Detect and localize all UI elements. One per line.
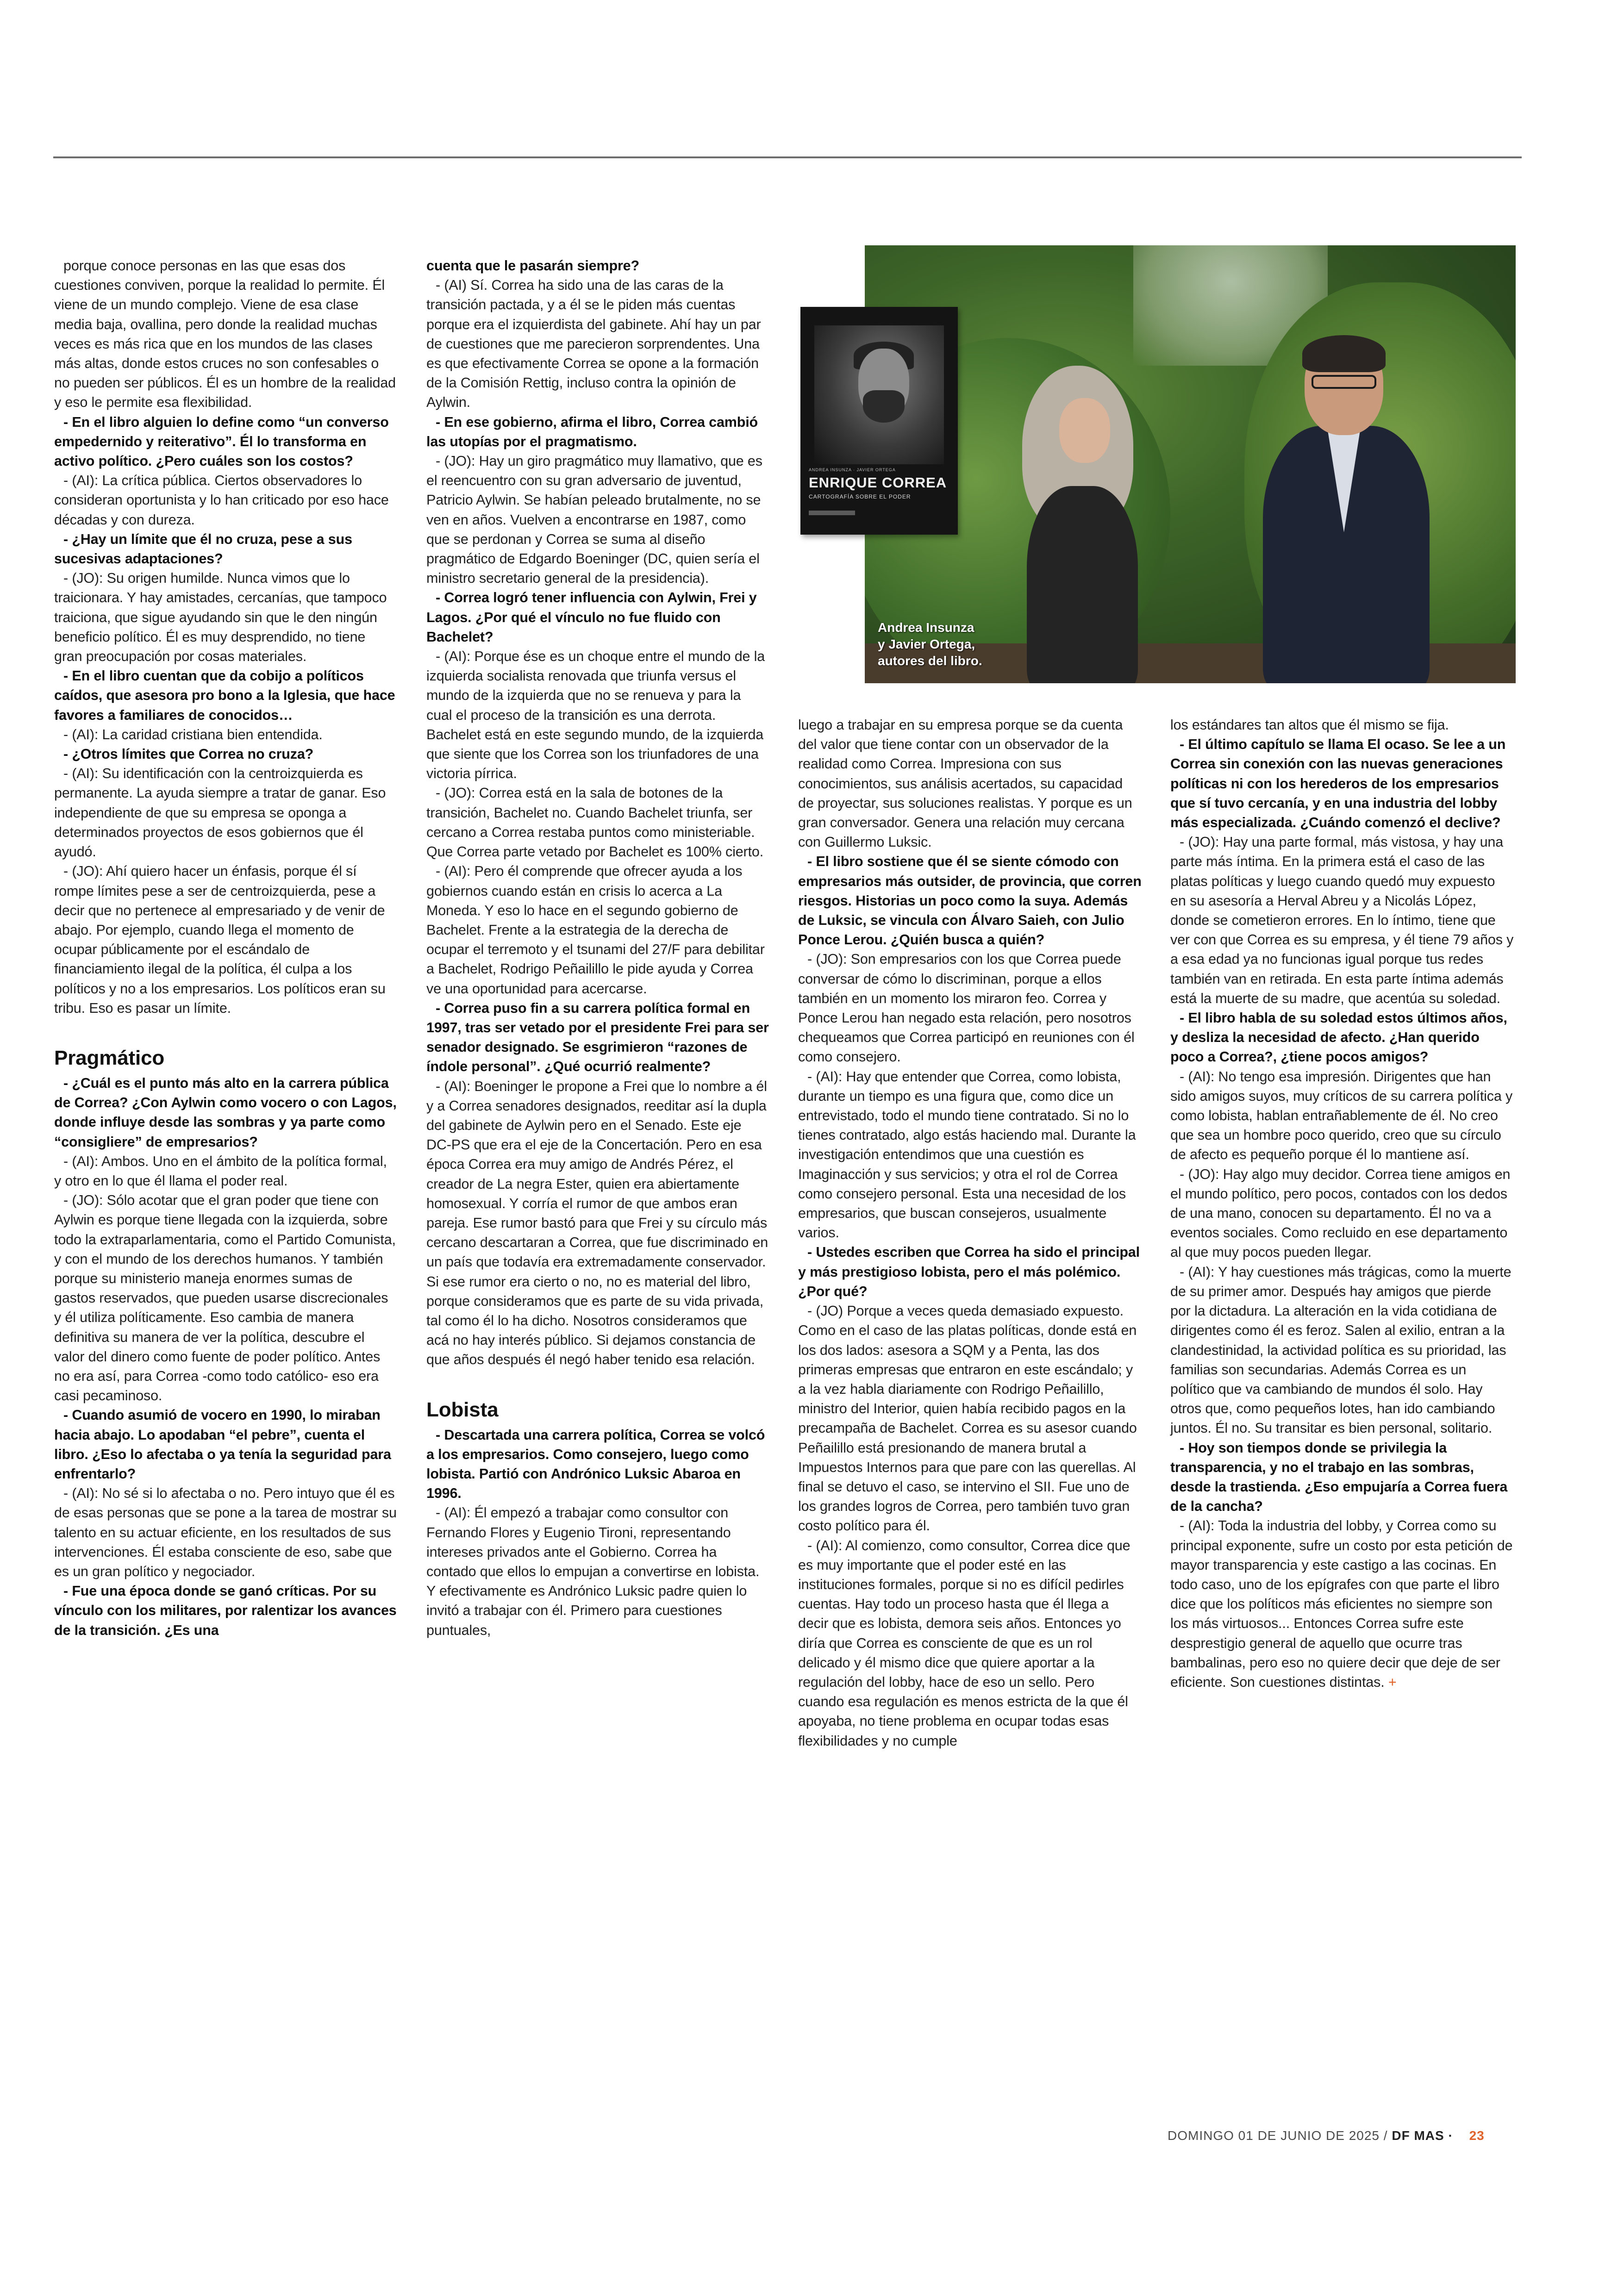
interview-paragraph: - (AI): Toda la industria del lobby, y Correa como su principal exponente, sufre un costo por esta petición de mayor transparencia y este castigo a las cocinas. En todo caso, uno de los epígrafes con que parte el libro dice que los políticos más eficientes no siempre son los más virtuosos... Entonces Correa sufre este desprestigio general de aquello que ocurre tras bambalinas, pero eso no quiere decir que deje de ser eficiente. Son cuestiones distintas. + xyxy=(1170,1518,1513,1690)
interview-question: - Cuando asumió de vocero en 1990, lo miraban hacia abajo. Lo apodaban “el pebre”, cuenta el libro. ¿Eso lo afectaba o ya tenía la seguridad para enfrentarlo? xyxy=(54,1407,391,1482)
interview-paragraph: - (AI): Al comienzo, como consultor, Correa dice que es muy importante que el poder esté en las instituciones formales, porque si no es difícil pedirles cuentas. Hay todo un proceso hasta que él llega a decir que es lobista, demora seis años. Entonces yo diría que Correa es consciente de que es un rol delicado y él mismo dice que quiere aportar a la regulación del lobby, hace de eso un sello. Pero cuando esa regulación es menos estricta de la que él apoyaba, no tiene problema en ocupar todas esas flexibilidades y no cumple xyxy=(798,1537,1131,1749)
interview-paragraph: - (JO): Hay un giro pragmático muy llamativo, que es el reencuentro con su gran adversario de juventud, Patricio Aylwin. Se habían peleado brutalmente, no se ven en años. Vuelven a encontrarse en 1987, como que se perdonan y Correa se suma al diseño pragmático de Edgardo Boeninger (DC, quien sería el ministro secretario general de la presidencia). xyxy=(426,453,762,586)
interview-paragraph: - (AI): La crítica pública. Ciertos observadores lo consideran oportunista y lo han criticado por eso hace décadas y con dureza. xyxy=(54,473,389,528)
interview-paragraph: - (AI): Pero él comprende que ofrecer ayuda a los gobiernos cuando están en crisis lo acerca a La Moneda. Y eso lo hace en el segundo gobierno de Bachelet. Frente a la estrategia de la derecha de ocupar el terremoto y el tsunami del 27/F para debilitar a Bachelet, Rodrigo Peñailillo le pide ayuda y Correa ve una oportunidad para acercarse. xyxy=(426,863,765,997)
text-column-2 xyxy=(426,256,769,1640)
interview-question: - En el libro cuentan que da cobijo a políticos caídos, que asesora pro bono a la Iglesia, que hace favores a familiares de conocidos… xyxy=(54,668,395,723)
interview-question: - Hoy son tiempos donde se privilegia la transparencia, y no el trabajo en las sombras, desde la trastienda. ¿Eso empujaría a Correa fuera de la cancha? xyxy=(1170,1440,1508,1515)
interview-question: - Correa logró tener influencia con Aylwin, Frei y Lagos. ¿Por qué el vínculo no fue fluido con Bachelet? xyxy=(426,590,757,645)
interview-question: - En ese gobierno, afirma el libro, Correa cambió las utopías por el pragmatismo. xyxy=(426,414,758,449)
interview-question: - ¿Hay un límite que él no cruza, pese a sus sucesivas adaptaciones? xyxy=(54,531,352,567)
interview-paragraph: - (JO): Sólo acotar que el gran poder que tiene con Aylwin es porque tiene llegada con la izquierda, sobre todo la extraparlamentaria, como el Partido Comunista, y con el mundo de los derechos humanos. Y también porque su ministerio maneja enormes sumas de gastos reservados, que pueden usarse discrecionales y él utiliza políticamente. Eso cambia de manera definitiva su manera de ver la política, descubre el valor del dinero como fuente de poder político. Antes no era así, para Correa -como todo católico- eso era casi pecaminoso. xyxy=(54,1192,396,1404)
text-column-4 xyxy=(1170,715,1514,1692)
interview-paragraph: - (JO): Hay algo muy decidor. Correa tiene amigos en el mundo político, pero pocos, contados con los dedos de una mano, conocen su departamento. Él no va a eventos sociales. Como recluido en ese departamento al que muy pocos pueden llegar. xyxy=(1170,1166,1511,1260)
interview-question: - ¿Otros límites que Correa no cruza? xyxy=(63,746,314,762)
interview-paragraph: - (AI): No sé si lo afectaba o no. Pero intuyo que él es de esas personas que se pone a la tarea de mostrar su talento en su actuar eficiente, en los resultados de sus intervenciones. Él estaba consciente de eso, sabe que es un gran político y negociador. xyxy=(54,1485,397,1579)
page-number: 23 xyxy=(1469,2128,1485,2143)
end-mark: + xyxy=(1388,1674,1397,1690)
interview-question: - Correa puso fin a su carrera política formal en 1997, tras ser vetado por el presidente Frei para ser senador designado. Se esgrimieron “razones de índole personal”. ¿Qué ocurrió realmente? xyxy=(426,1000,769,1075)
top-rule xyxy=(53,156,1522,158)
interview-paragraph: porque conoce personas en las que esas dos cuestiones conviven, porque la realidad lo permite. Él viene de un mundo complejo. Viene de esa clase media baja, ovallina, pero donde la realidad muchas veces es más rica que en los mundos de las clases más altas, donde estos cruces no son confesables o no pueden ser públicos. Él es un hombre de la realidad y eso le permite esa flexibilidad. xyxy=(54,258,396,411)
interview-paragraph: - (AI): Y hay cuestiones más trágicas, como la muerte de su primer amor. Después hay amigos que pierde por la dictadura. La alteración en la vida cotidiana de dirigentes como él es feroz. Salen al exilio, entran a la clandestinidad, la actividad política es su prioridad, las familias son secundarias. Además Correa es un político que va cambiando de mundos él solo. Hay otros que, como pequeños lotes, han ido cambiando juntos. Él no. Su transitar es bien personal, solitario. xyxy=(1170,1264,1512,1436)
interview-question: - ¿Cuál es el punto más alto en la carrera pública de Correa? ¿Con Aylwin como vocero o con Lagos, donde influye desde las sombras y ya parte como “consigliere” de empresarios? xyxy=(54,1075,397,1150)
interview-paragraph: - (AI): Su identificación con la centroizquierda es permanente. La ayuda siempre a tratar de ganar. Eso independiente de que su empresa se oponga a determinados proyectos de esos gobiernos que él ayudó. xyxy=(54,766,386,860)
interview-question: - Fue una época donde se ganó críticas. Por su vínculo con los militares, por ralentizar los avances de la transición. ¿Es una xyxy=(54,1583,397,1638)
book-subtitle: CARTOGRAFÍA SOBRE EL PODER xyxy=(809,493,911,500)
footer-date: DOMINGO 01 DE JUNIO DE 2025 / xyxy=(1168,2128,1388,2143)
book-authors: ANDREA INSUNZA · JAVIER ORTEGA xyxy=(809,468,896,472)
section-heading: Lobista xyxy=(426,1398,499,1421)
interview-question: - Descartada una carrera política, Correa se volcó a los empresarios. Como consejero, luego como lobista. Partió con Andrónico Luksic Abaroa en 1996. xyxy=(426,1427,765,1502)
interview-paragraph: - (AI): La caridad cristiana bien entendida. xyxy=(63,726,323,742)
interview-paragraph: los estándares tan altos que él mismo se fija. xyxy=(1170,717,1449,733)
interview-paragraph: - (JO): Son empresarios con los que Correa puede conversar de cómo lo discriminan, porque a ellos también en un momento los miraron feo. Correa y Ponce Lerou han negado esta relación, pero nosotros chequeamos que Correa participó en reuniones con él como consejero. xyxy=(798,951,1135,1065)
interview-paragraph: - (AI): Ambos. Uno en el ámbito de la política formal, y otro en lo que él llama el poder real. xyxy=(54,1153,387,1189)
interview-paragraph: - (AI): Hay que entender que Correa, como lobista, durante un tiempo es una figura que, como dice un entrevistado, todo el mundo tiene contratado. Si no lo tienes contratado, algo estás haciendo mal. Durante la investigación entendimos que una cuestión es Imaginacción y sus servicios; y otra el rol de Correa como consejero personal. Esta una necesidad de los empresarios, que buscan consejeros, usualmente varios. xyxy=(798,1068,1136,1241)
book-title: ENRIQUE CORREA xyxy=(809,474,947,491)
woman-figure xyxy=(1004,366,1152,683)
interview-paragraph: - (AI): No tengo esa impresión. Dirigentes que han sido amigos suyos, muy críticos de su carrera política y como lobista, hablan entrañablemente de él. No creo que sea un hombre poco querido, creo que su círculo de afecto es pequeño porque él lo mantiene así. xyxy=(1170,1068,1513,1163)
photo-caption: Andrea Insunza y Javier Ortega, autores del libro. xyxy=(878,620,982,668)
interview-paragraph: - (JO): Ahí quiero hacer un énfasis, porque él sí rompe límites pese a ser de centroizquierda, pese a decir que no pertenece al empresariado y de venir de abajo. Por ejemplo, cuando llega el momento de ocupar públicamente por el escándalo de financiamiento ilegal de la política, él culpa a los políticos y no a los empresarios. Los políticos eran su tribu. Eso es pasar un límite. xyxy=(54,863,386,1016)
interview-paragraph: luego a trabajar en su empresa porque se da cuenta del valor que tiene contar con un observador de la realidad como Correa. Impresiona con sus conocimientos, sus análisis acertados, su capacidad de proyectar, sus soluciones realistas. Y porque es un gran conversador. Genera una relación muy cercana con Guillermo Luksic. xyxy=(798,717,1132,850)
interview-paragraph: - (JO): Hay una parte formal, más vistosa, y hay una parte más íntima. En la primera está el caso de las platas políticas y luego cuando quedó muy expuesto en su asesoría a Herval Abreu y a Nicolás López, donde se cometieron errores. En lo íntimo, tiene que ver con que Correa es su empresa, y él tiene 79 años y a esa edad ya no funcionas igual porque tus redes también van en retirada. En esta parte íntima además está la muerte de su madre, que acentúa su soledad. xyxy=(1170,834,1514,1006)
interview-paragraph: - (JO) Porque a veces queda demasiado expuesto. Como en el caso de las platas políticas, donde está en los dos lados: asesora a SQM y a Penta, las dos primeras empresas que entraron en este escándalo; y a la vez habla diariamente con Rodrigo Peñailillo, ministro del Interior, quien había recibido pagos en la precampaña de Bachelet. Correa es su asesor cuando Peñailillo está presionando de manera brutal a Impuestos Internos para que pare con las querellas. Al final se detuvo el caso, se intervino el SII. Fue uno de los grandes logros de Correa, pero también tuvo gran costo político para él. xyxy=(798,1303,1137,1534)
interview-paragraph: - (AI) Sí. Correa ha sido una de las caras de la transición pactada, y a él se le piden más cuentas porque era el izquierdista del gabinete. Ahí hay un par de cuestiones que me parecieron sorprendentes. Una es que efectivamente Correa se opone a la formación de la Comisión Rettig, incluso contra la opinión de Aylwin. xyxy=(426,277,761,411)
interview-question: - El último capítulo se llama El ocaso. Se lee a un Correa sin conexión con las nuevas generaciones políticas ni con los herederos de los empresarios que sí tuvo cercanía, y en una industria del lobby más especializada. ¿Cuándo comenzó el declive? xyxy=(1170,736,1506,831)
section-heading: Pragmático xyxy=(54,1046,165,1069)
interview-question: cuenta que le pasarán siempre? xyxy=(426,258,639,274)
interview-paragraph: - (JO): Correa está en la sala de botones de la transición, Bachelet no. Cuando Bachelet triunfa, ser cercano a Correa restaba puntos como ministeriable. Que Correa parte vetado por Bachelet es 100% cierto. xyxy=(426,785,764,860)
interview-question: - El libro habla de su soledad estos últimos años, y desliza la necesidad de afecto. ¿Han querido poco a Correa?, ¿tiene pocos amigos? xyxy=(1170,1010,1507,1065)
interview-paragraph: - (AI): Porque ése es un choque entre el mundo de la izquierda socialista renovada que triunfa versus el mundo de la izquierda que no se renueva y para la cual el proceso de la transición es una derrota. Bachelet está en este segundo mundo, de la izquierda que siente que los Correa son los triunfadores de una victoria pírrica. xyxy=(426,649,765,782)
man-figure xyxy=(1254,338,1430,683)
page-footer xyxy=(1168,2128,1485,2144)
authors-photo xyxy=(865,245,1516,683)
footer-magazine: DF MAS · xyxy=(1392,2128,1453,2143)
interview-paragraph: - (JO): Su origen humilde. Nunca vimos que lo traicionara. Y hay amistades, cercanías, que tampoco traiciona, que sigue ayudando sin que le den ningún beneficio político. Él es muy desprendido, no tiene gran preocupación por cosas materiales. xyxy=(54,570,387,665)
text-column-1 xyxy=(54,256,397,1640)
interview-paragraph: - (AI): Boeninger le propone a Frei que lo nombre a él y a Correa senadores designados, reeditar así la dupla del gabinete de Aylwin pero en el Senado. Este eje DC-PS que era el eje de la Concertación. Pero en esa época Correa era muy amigo de Andrés Pérez, el creador de La negra Ester, quien era abiertamente homosexual. Y corría el rumor de que ambos eran pareja. Ese rumor bastó para que Frei y su círculo más cercano descartaran a Correa, que fue discriminado en un país que todavía era extremadamente conservador. Si ese rumor era cierto o no, no es material del libro, porque consideramos que es parte de su vida privada, tal como él lo ha dicho. Nosotros consideramos que acá no hay interés público. Si dejamos constancia de que años después él negó haber tenido esa relación. xyxy=(426,1078,768,1368)
interview-question: - En el libro alguien lo define como “un converso empedernido y reiterativo”. Él lo transforma en activo político. ¿Pero cuáles son los costos? xyxy=(54,414,389,469)
text-column-3 xyxy=(798,715,1142,1751)
book-cover xyxy=(800,307,958,535)
interview-paragraph: - (AI): Él empezó a trabajar como consultor con Fernando Flores y Eugenio Tironi, representando intereses privados ante el Gobierno. Correa ha contado que ellos lo empujan a convertirse en lobista. Y efectivamente es Andrónico Luksic padre quien lo invitó a trabajar con él. Primero para cuestiones puntuales, xyxy=(426,1505,760,1638)
interview-question: - Ustedes escriben que Correa ha sido el principal y más prestigioso lobista, pero el más polémico. ¿Por qué? xyxy=(798,1244,1140,1299)
interview-question: - El libro sostiene que él se siente cómodo con empresarios más outsider, de provincia, que corren riesgos. Historias un poco como la suya. Además de Luksic, se vincula con Álvaro Saieh, con Julio Ponce Lerou. ¿Quién busca a quién? xyxy=(798,854,1142,948)
